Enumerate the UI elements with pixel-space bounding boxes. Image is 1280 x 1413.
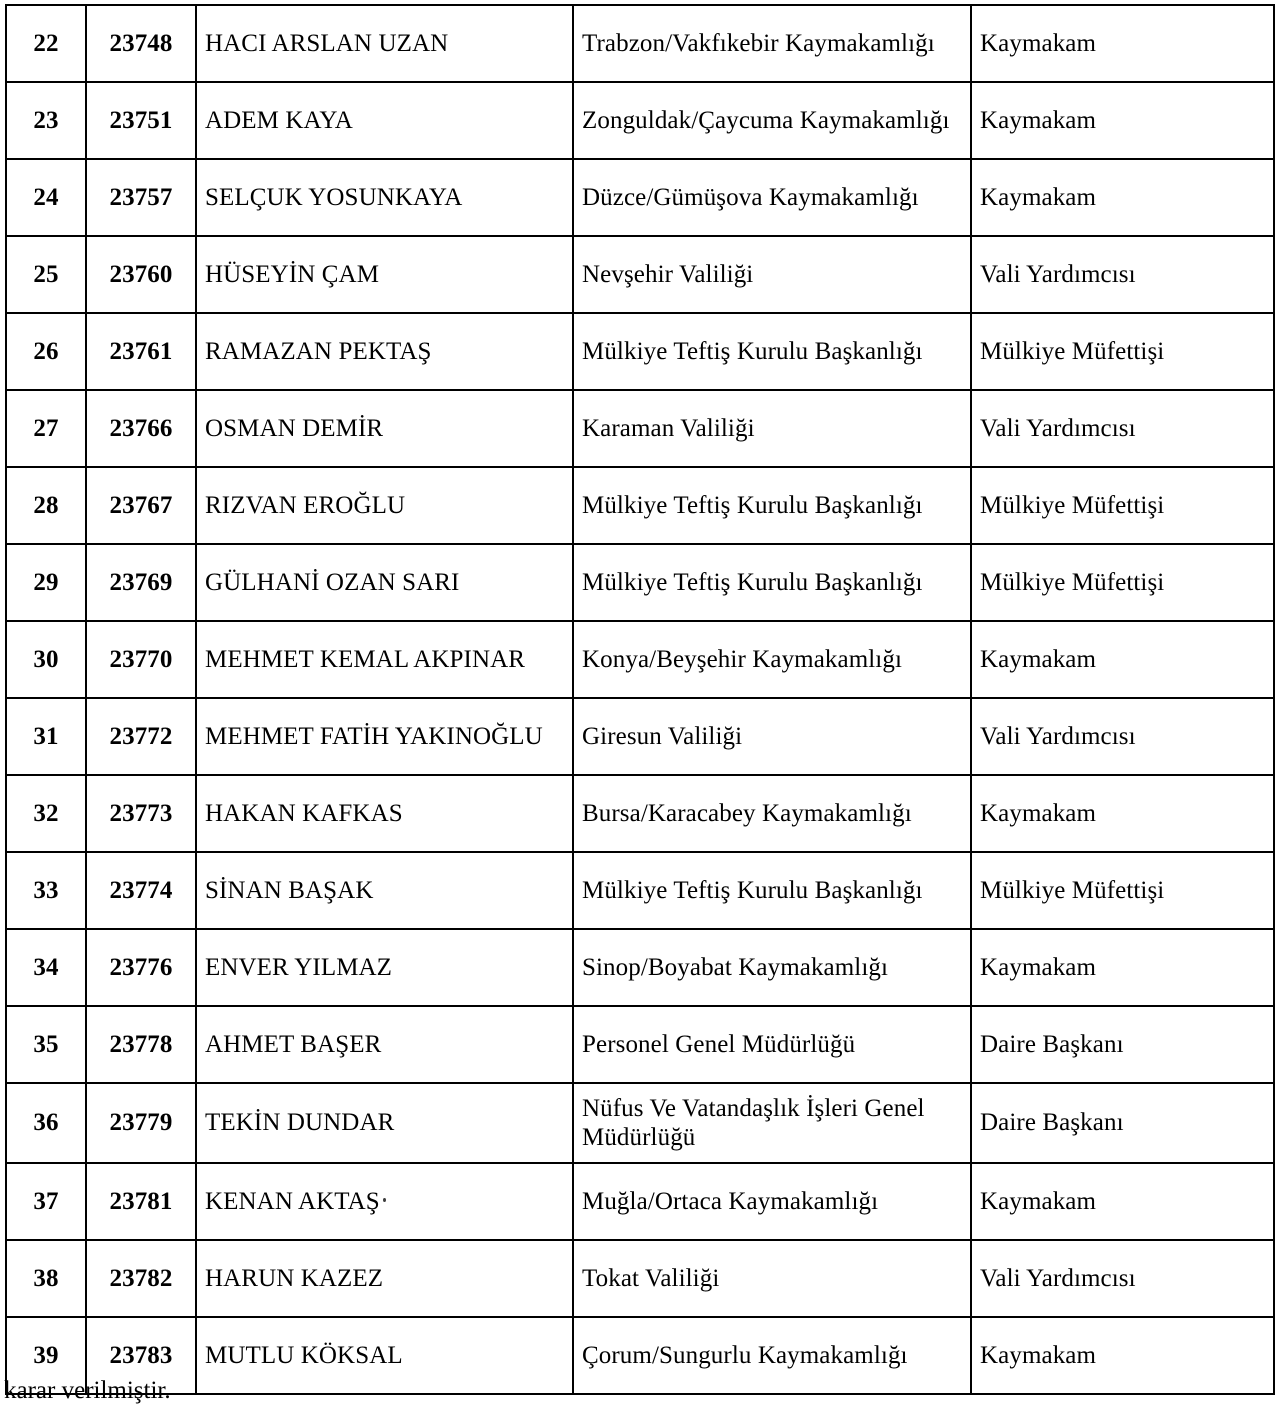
row-number: 23 bbox=[6, 82, 86, 159]
row-job-title: Kaymakam bbox=[971, 1163, 1274, 1240]
row-job-title: Kaymakam bbox=[971, 929, 1274, 1006]
row-person-name: TEKİN DUNDAR bbox=[196, 1083, 573, 1163]
row-duty-location: Bursa/Karacabey Kaymakamlığı bbox=[573, 775, 971, 852]
table-row bbox=[6, 621, 1274, 698]
table-row bbox=[6, 698, 1274, 775]
row-job-title: Mülkiye Müfettişi bbox=[971, 852, 1274, 929]
row-registry-number: 23770 bbox=[86, 621, 196, 698]
row-person-name: MEHMET FATİH YAKINOĞLU bbox=[196, 698, 573, 775]
row-person-name: ENVER YILMAZ bbox=[196, 929, 573, 1006]
row-person-name: GÜLHANİ OZAN SARI bbox=[196, 544, 573, 621]
row-duty-location: Mülkiye Teftiş Kurulu Başkanlığı bbox=[573, 467, 971, 544]
row-job-title: Mülkiye Müfettişi bbox=[971, 544, 1274, 621]
table-row bbox=[6, 1006, 1274, 1083]
table-row bbox=[6, 390, 1274, 467]
row-job-title: Kaymakam bbox=[971, 775, 1274, 852]
row-person-name: HAKAN KAFKAS bbox=[196, 775, 573, 852]
row-number: 37 bbox=[6, 1163, 86, 1240]
table-row bbox=[6, 313, 1274, 390]
row-number: 31 bbox=[6, 698, 86, 775]
table-row bbox=[6, 852, 1274, 929]
row-registry-number: 23761 bbox=[86, 313, 196, 390]
row-number: 24 bbox=[6, 159, 86, 236]
row-duty-location: Nüfus Ve Vatandaşlık İşleri Genel Müdürlüğü bbox=[573, 1083, 971, 1163]
row-job-title: Kaymakam bbox=[971, 159, 1274, 236]
table-row bbox=[6, 1317, 1274, 1394]
row-duty-location: Giresun Valiliği bbox=[573, 698, 971, 775]
row-person-name: SİNAN BAŞAK bbox=[196, 852, 573, 929]
table-row bbox=[6, 82, 1274, 159]
table-row bbox=[6, 929, 1274, 1006]
row-registry-number: 23772 bbox=[86, 698, 196, 775]
row-number: 28 bbox=[6, 467, 86, 544]
row-duty-location: Mülkiye Teftiş Kurulu Başkanlığı bbox=[573, 544, 971, 621]
row-number: 30 bbox=[6, 621, 86, 698]
scan-speck bbox=[383, 1198, 386, 1202]
row-job-title: Kaymakam bbox=[971, 621, 1274, 698]
row-number: 27 bbox=[6, 390, 86, 467]
row-registry-number: 23783 bbox=[86, 1317, 196, 1394]
row-registry-number: 23776 bbox=[86, 929, 196, 1006]
row-registry-number: 23751 bbox=[86, 82, 196, 159]
row-duty-location: Çorum/Sungurlu Kaymakamlığı bbox=[573, 1317, 971, 1394]
row-registry-number: 23767 bbox=[86, 467, 196, 544]
row-person-name: HÜSEYİN ÇAM bbox=[196, 236, 573, 313]
row-duty-location: Zonguldak/Çaycuma Kaymakamlığı bbox=[573, 82, 971, 159]
row-duty-location: Muğla/Ortaca Kaymakamlığı bbox=[573, 1163, 971, 1240]
row-duty-location: Trabzon/Vakfıkebir Kaymakamlığı bbox=[573, 5, 971, 82]
row-number: 33 bbox=[6, 852, 86, 929]
row-person-name: MUTLU KÖKSAL bbox=[196, 1317, 573, 1394]
table-row bbox=[6, 236, 1274, 313]
row-duty-location: Personel Genel Müdürlüğü bbox=[573, 1006, 971, 1083]
row-number: 38 bbox=[6, 1240, 86, 1317]
row-job-title: Daire Başkanı bbox=[971, 1006, 1274, 1083]
row-number: 34 bbox=[6, 929, 86, 1006]
row-number: 26 bbox=[6, 313, 86, 390]
footer-text: karar verilmiştir. bbox=[4, 1377, 171, 1404]
table-row bbox=[6, 5, 1274, 82]
row-job-title: Mülkiye Müfettişi bbox=[971, 467, 1274, 544]
table-row bbox=[6, 1163, 1274, 1240]
row-number: 32 bbox=[6, 775, 86, 852]
row-job-title: Vali Yardımcısı bbox=[971, 1240, 1274, 1317]
row-registry-number: 23766 bbox=[86, 390, 196, 467]
row-person-name: SELÇUK YOSUNKAYA bbox=[196, 159, 573, 236]
row-registry-number: 23757 bbox=[86, 159, 196, 236]
row-person-name: KENAN AKTAŞ bbox=[196, 1163, 573, 1240]
table-row bbox=[6, 544, 1274, 621]
row-job-title: Vali Yardımcısı bbox=[971, 698, 1274, 775]
row-number: 35 bbox=[6, 1006, 86, 1083]
row-duty-location: Tokat Valiliği bbox=[573, 1240, 971, 1317]
row-person-name: HACI ARSLAN UZAN bbox=[196, 5, 573, 82]
appointment-table-body bbox=[6, 5, 1274, 1394]
row-job-title: Vali Yardımcısı bbox=[971, 236, 1274, 313]
row-duty-location: Sinop/Boyabat Kaymakamlığı bbox=[573, 929, 971, 1006]
row-job-title: Daire Başkanı bbox=[971, 1083, 1274, 1163]
row-registry-number: 23769 bbox=[86, 544, 196, 621]
row-person-name: ADEM KAYA bbox=[196, 82, 573, 159]
row-person-name: MEHMET KEMAL AKPINAR bbox=[196, 621, 573, 698]
table-row bbox=[6, 1083, 1274, 1163]
appointment-table bbox=[5, 4, 1275, 1395]
row-job-title: Kaymakam bbox=[971, 82, 1274, 159]
row-number: 29 bbox=[6, 544, 86, 621]
row-person-name: RAMAZAN PEKTAŞ bbox=[196, 313, 573, 390]
row-registry-number: 23782 bbox=[86, 1240, 196, 1317]
row-person-name: HARUN KAZEZ bbox=[196, 1240, 573, 1317]
row-registry-number: 23760 bbox=[86, 236, 196, 313]
row-job-title: Kaymakam bbox=[971, 1317, 1274, 1394]
row-person-name: AHMET BAŞER bbox=[196, 1006, 573, 1083]
table-row bbox=[6, 775, 1274, 852]
table-row bbox=[6, 159, 1274, 236]
row-job-title: Mülkiye Müfettişi bbox=[971, 313, 1274, 390]
row-registry-number: 23748 bbox=[86, 5, 196, 82]
row-person-name: OSMAN DEMİR bbox=[196, 390, 573, 467]
row-number: 36 bbox=[6, 1083, 86, 1163]
row-duty-location: Mülkiye Teftiş Kurulu Başkanlığı bbox=[573, 313, 971, 390]
row-number: 22 bbox=[6, 5, 86, 82]
row-person-name: RIZVAN EROĞLU bbox=[196, 467, 573, 544]
table-row bbox=[6, 1240, 1274, 1317]
table-row bbox=[6, 467, 1274, 544]
row-registry-number: 23778 bbox=[86, 1006, 196, 1083]
row-number: 39 bbox=[6, 1317, 86, 1394]
row-registry-number: 23779 bbox=[86, 1083, 196, 1163]
row-duty-location: Nevşehir Valiliği bbox=[573, 236, 971, 313]
row-number: 25 bbox=[6, 236, 86, 313]
row-job-title: Kaymakam bbox=[971, 5, 1274, 82]
row-duty-location: Karaman Valiliği bbox=[573, 390, 971, 467]
row-registry-number: 23781 bbox=[86, 1163, 196, 1240]
row-duty-location: Düzce/Gümüşova Kaymakamlığı bbox=[573, 159, 971, 236]
row-duty-location: Konya/Beyşehir Kaymakamlığı bbox=[573, 621, 971, 698]
row-duty-location: Mülkiye Teftiş Kurulu Başkanlığı bbox=[573, 852, 971, 929]
row-registry-number: 23773 bbox=[86, 775, 196, 852]
row-registry-number: 23774 bbox=[86, 852, 196, 929]
row-job-title: Vali Yardımcısı bbox=[971, 390, 1274, 467]
